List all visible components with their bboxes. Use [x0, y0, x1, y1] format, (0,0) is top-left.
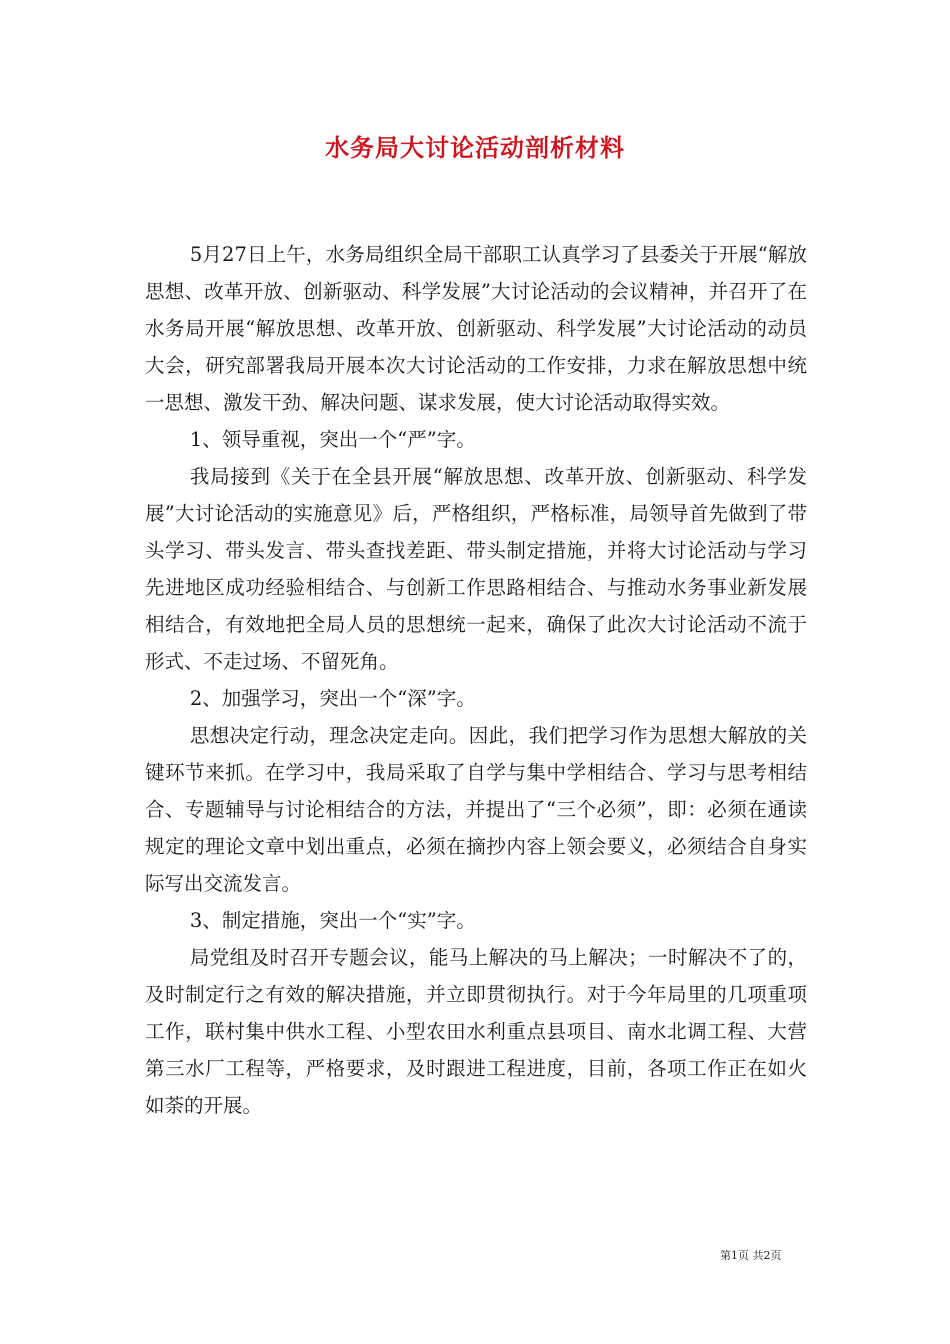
section-heading-1: 1、领导重视，突出一个“严”字。: [189, 428, 476, 451]
section-paragraph-2: 思想决定行动，理念决定走向。因此，我们把学习作为思想大解放的关键环节来抓。在学习中，我局采取了自学与集中学相结合、学习与思考相结合、专题辅导与讨论相结合的方法，并提出了“三个必须”，即：必须在通读规定的理论文章中划出重点，必须在摘抄内容上领会要义，必须结合自身实际写出交流发言。: [145, 724, 807, 895]
section-heading-2: 2、加强学习，突出一个“深”字。: [189, 687, 476, 710]
page-number-footer: 第1页 共2页: [720, 1249, 782, 1262]
section-heading-3: 3、制定措施，突出一个“实”字。: [189, 909, 476, 932]
intro-paragraph: 5月27日上午，水务局组织全局干部职工认真学习了县委关于开展“解放思想、改革开放、创新驱动、科学发展”大讨论活动的会议精神，并召开了在水务局开展“解放思想、改革开放、创新驱动、科学发展”大讨论活动的动员大会，研究部署我局开展本次大讨论活动的工作安排，力求在解放思想中统一思想、激发干劲、解决问题、谋求发展，使大讨论活动取得实效。: [145, 243, 807, 414]
document-title: 水务局大讨论活动剖析材料: [325, 133, 625, 162]
document-body: [145, 236, 807, 1124]
section-paragraph-3: 局党组及时召开专题会议，能马上解决的马上解决；一时解决不了的，及时制定行之有效的解决措施，并立即贯彻执行。对于今年局里的几项重项工作，联村集中供水工程、小型农田水利重点县项目、南水北调工程、大营第三水厂工程等，严格要求，及时跟进工程进度，目前，各项工作正在如火如荼的开展。: [145, 946, 807, 1117]
section-paragraph-1: 我局接到《关于在全县开展“解放思想、改革开放、创新驱动、科学发展”大讨论活动的实施意见》后，严格组织，严格标准，局领导首先做到了带头学习、带头发言、带头查找差距、带头制定措施，并将大讨论活动与学习先进地区成功经验相结合、与创新工作思路相结合、与推动水务事业新发展相结合，有效地把全局人员的思想统一起来，确保了此次大讨论活动不流于形式、不走过场、不留死角。: [145, 465, 807, 673]
